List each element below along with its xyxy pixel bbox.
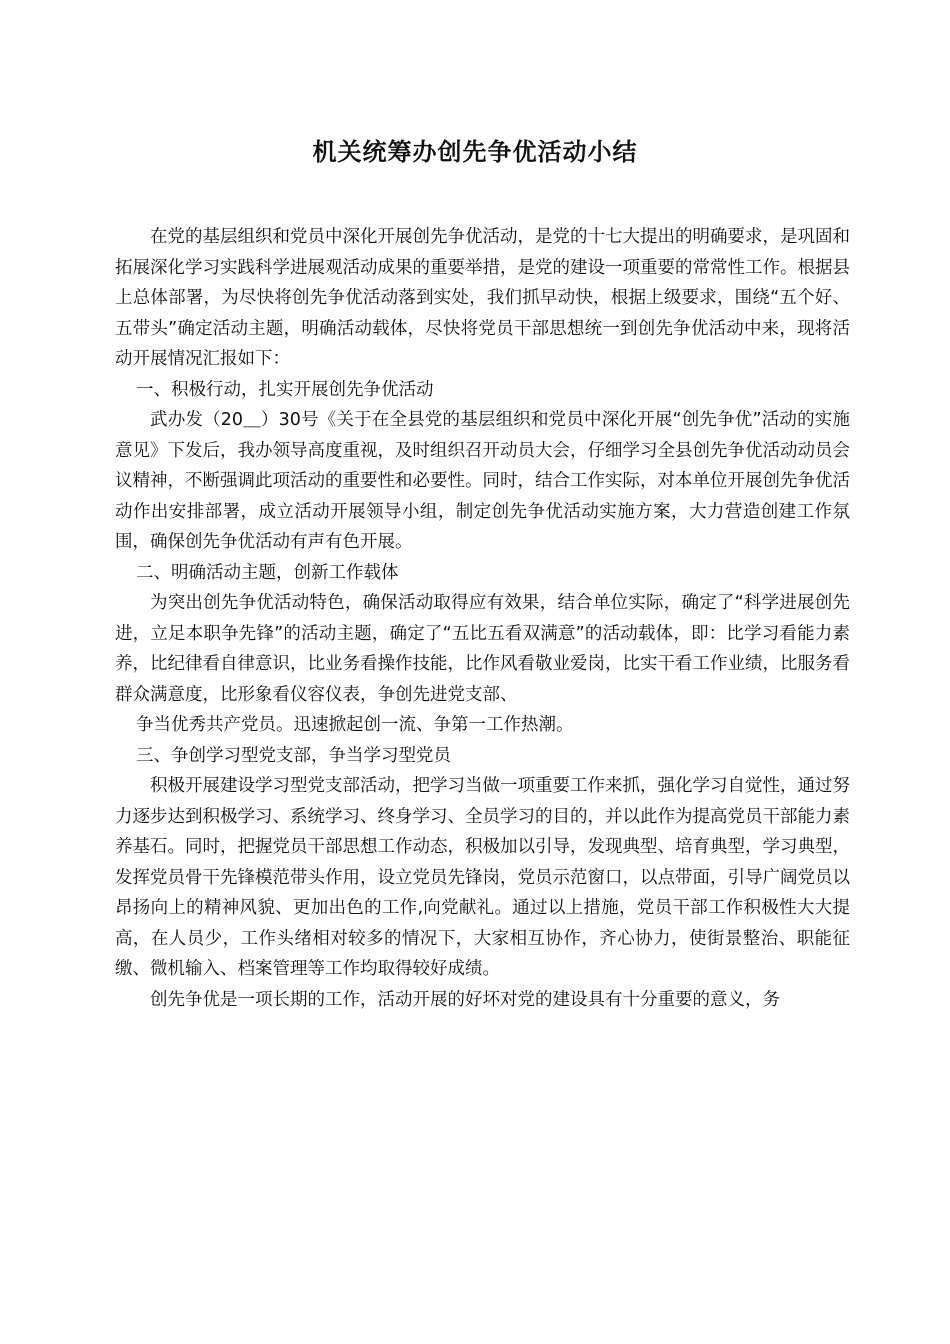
- section-heading-2: 二、明确活动主题，创新工作载体: [136, 562, 399, 583]
- section-2-paragraph: 为突出创先争优活动特色，确保活动取得应有效果，结合单位实际，确定了“科学进展创先进，立足本职争先锋”的活动主题，确定了“五比五看双满意”的活动载体，即：比学习看能力素养，比纪律看自律意识，比业务看操作技能，比作风看敬业爱岗，比实干看工作业绩，比服务看群众满意度，比形象看仪容仪表，争创先进党支部、: [115, 593, 850, 705]
- section-3-paragraph: 积极开展建设学习型党支部活动，把学习当做一项重要工作来抓，强化学习自觉性，通过努力逐步达到积极学习、系统学习、终身学习、全员学习的目的，并以此作为提高党员干部能力素养基石。同时，把握党员干部思想工作动态，积极加以引导，发现典型、培育典型，学习典型，发挥党员骨干先锋模范带头作用，设立党员先锋岗，党员示范窗口，以点带面，引导广阔党员以昂扬向上的精神风貌、更加出色的工作,向党献礼。通过以上措施，党员干部工作积极性大大提高，在人员少，工作头绪相对较多的情况下，大家相互协作，齐心协力，使街景整治、职能征缴、微机输入、档案管理等工作均取得较好成绩。: [115, 776, 850, 979]
- document-title: 机关统筹办创先争优活动小结: [312, 138, 638, 166]
- closing-paragraph: 创先争优是一项长期的工作，活动开展的好坏对党的建设具有十分重要的意义，务: [150, 989, 780, 1010]
- section-1-paragraph: 武办发（20＿）30号《关于在全县党的基层组织和党员中深化开展“创先争优”活动的实施意见》下发后，我办领导高度重视，及时组织召开动员大会，仔细学习全县创先争优活动动员会议精神，不断强调此项活动的重要性和必要性。同时，结合工作实际，对本单位开展创先争优活动作出安排部署，成立活动开展领导小组，制定创先争优活动实施方案，大力营造创建工作氛围，确保创先争优活动有声有色开展。: [115, 410, 850, 552]
- document-body: [115, 222, 850, 1015]
- section-heading-3: 三、争创学习型党支部，争当学习型党员: [136, 745, 451, 766]
- section-heading-1: 一、积极行动，扎实开展创先争优活动: [136, 379, 434, 400]
- intro-paragraph: 在党的基层组织和党员中深化开展创先争优活动，是党的十七大提出的明确要求，是巩固和拓展深化学习实践科学进展观活动成果的重要举措，是党的建设一项重要的常常性工作。根据县上总体部署，为尽快将创先争优活动落到实处，我们抓早动快，根据上级要求，围绕“五个好、五带头”确定活动主题，明确活动载体，尽快将党员干部思想统一到创先争优活动中来，现将活动开展情况汇报如下：: [115, 227, 850, 369]
- section-2-continuation: 争当优秀共产党员。迅速掀起创一流、争第一工作热潮。: [136, 715, 574, 735]
